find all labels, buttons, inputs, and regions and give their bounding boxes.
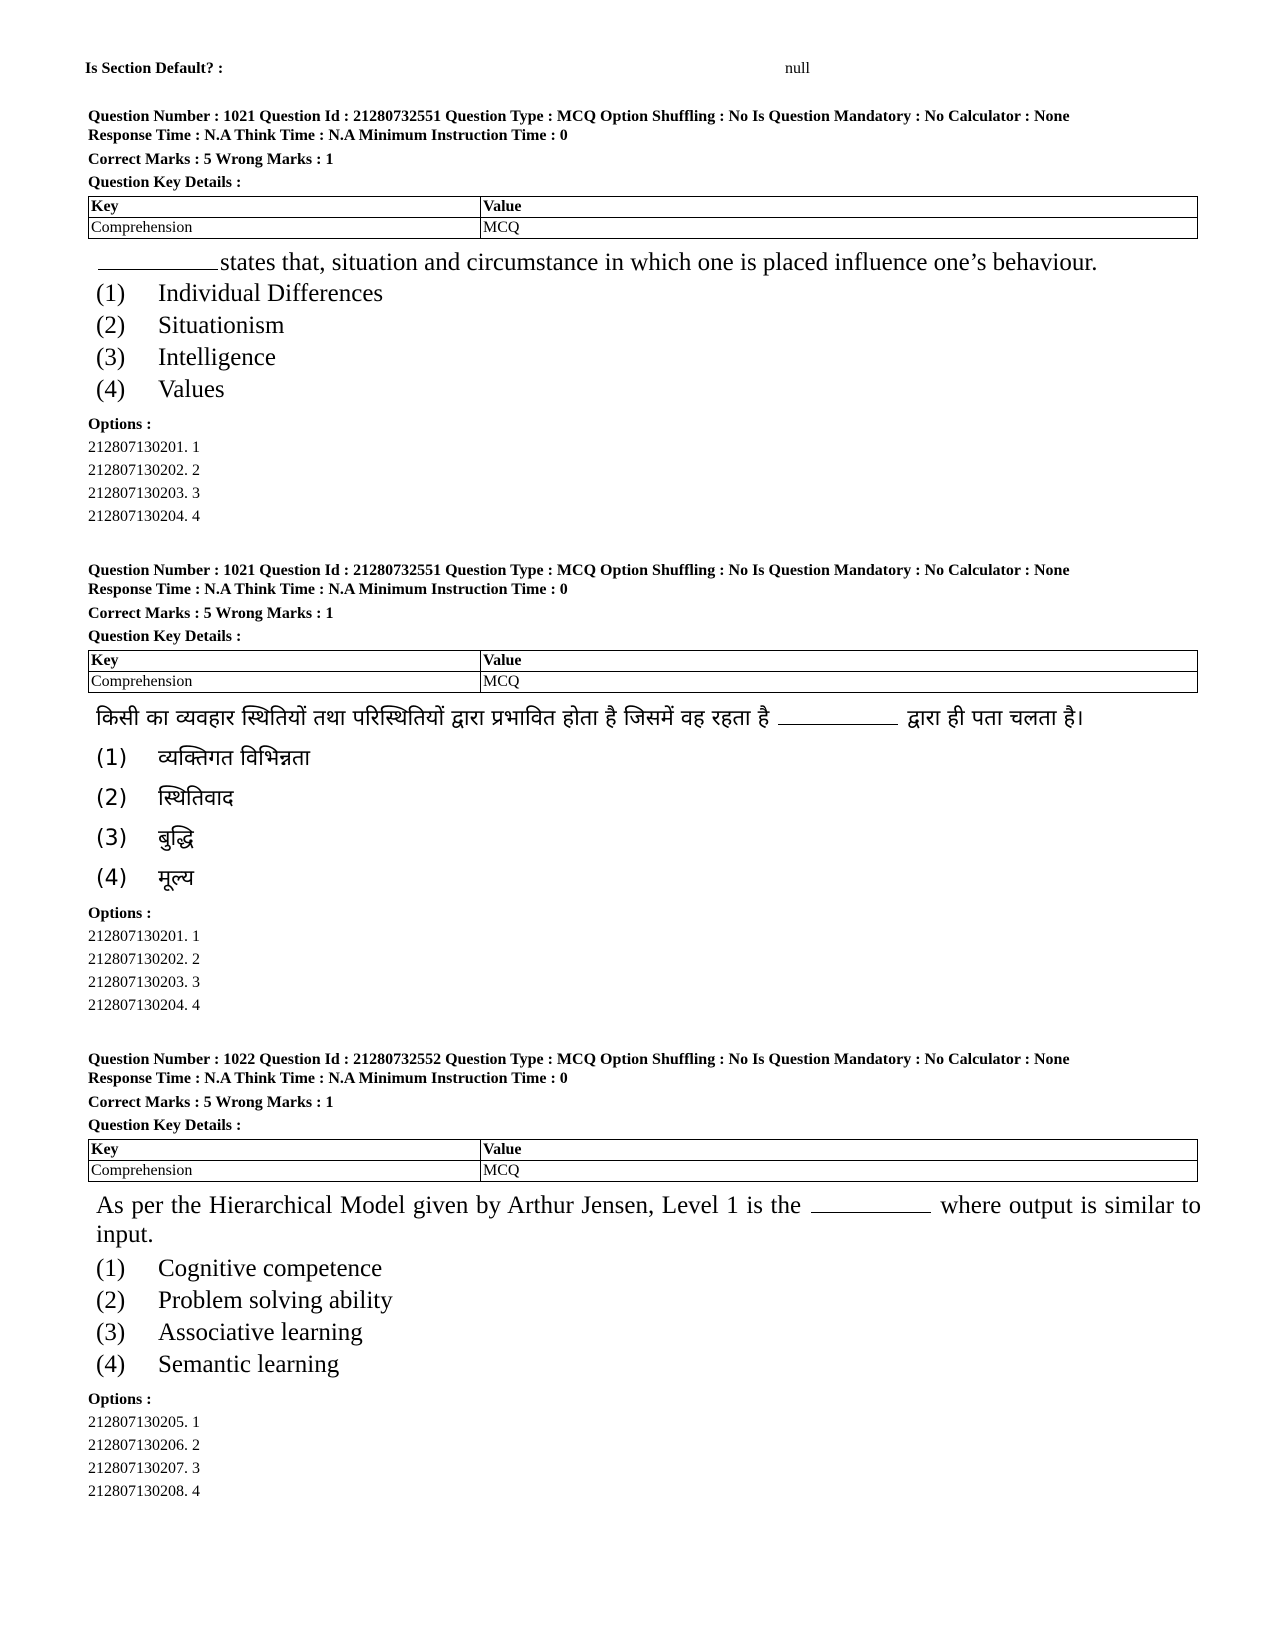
- option-id: 212807130201. 1: [88, 928, 200, 945]
- key-header: Key: [89, 1140, 481, 1161]
- question-meta-line-2: Response Time : N.A Think Time : N.A Minimum Instruction Time : 0: [88, 127, 568, 144]
- option-id: 212807130204. 4: [88, 508, 200, 525]
- choice-text: Associative learning: [158, 1319, 363, 1346]
- choice-text: Individual Differences: [158, 280, 384, 307]
- choice-number: (4): [96, 866, 128, 891]
- key-cell: Comprehension: [89, 672, 481, 693]
- choice-number: (2): [96, 312, 126, 339]
- option-id: 212807130207. 3: [88, 1460, 200, 1477]
- choice-2: [96, 310, 1198, 342]
- question-meta-line-1: Question Number : 1021 Question Id : 21280732551 Question Type : MCQ Option Shuffling : No Is Question Mandatory : No Calculator : None: [88, 108, 1070, 125]
- choice-1: [96, 739, 1198, 779]
- choice-4: [96, 1349, 1198, 1381]
- choice-1: [96, 278, 1198, 310]
- option-id: 212807130201. 1: [88, 439, 200, 456]
- question-meta-line-2: Response Time : N.A Think Time : N.A Minimum Instruction Time : 0: [88, 1070, 568, 1087]
- choice-3: [96, 1317, 1198, 1349]
- table-row: [89, 1161, 1198, 1182]
- choice-number: (4): [96, 1351, 126, 1378]
- choice-text: Intelligence: [158, 344, 276, 371]
- stem-text: states that, situation and circumstance in which one is placed influence one’s behaviour.: [220, 249, 1098, 276]
- value-header: Value: [481, 197, 1198, 218]
- value-header: Value: [481, 1140, 1198, 1161]
- section-default-row: [85, 60, 1185, 82]
- question-meta: [88, 107, 1198, 145]
- choice-number: (1): [96, 746, 128, 771]
- choice-number: (3): [96, 1319, 126, 1346]
- choice-text: Semantic learning: [158, 1351, 340, 1378]
- key-details-table: [88, 1139, 1198, 1182]
- section-default-value: null: [785, 60, 810, 77]
- question-stem: [96, 699, 1201, 739]
- stem-text-after: where output is similar to input.: [96, 1192, 1201, 1248]
- option-id: 212807130208. 4: [88, 1483, 200, 1500]
- table-header-row: [89, 1140, 1198, 1161]
- stem-text-before: As per the Hierarchical Model given by Arthur Jensen, Level 1 is the: [96, 1192, 802, 1219]
- key-details-label: Question Key Details :: [88, 628, 242, 645]
- fill-blank: [778, 702, 898, 725]
- marks-line: Correct Marks : 5 Wrong Marks : 1: [88, 151, 334, 168]
- stem-text-after: द्वारा ही पता चलता है।: [907, 706, 1084, 731]
- choice-3: [96, 819, 1198, 859]
- choice-4: [96, 859, 1198, 899]
- choice-text: Values: [158, 376, 225, 403]
- key-details-table: [88, 650, 1198, 693]
- key-header: Key: [89, 651, 481, 672]
- options-label: Options :: [88, 905, 152, 922]
- key-details-label: Question Key Details :: [88, 174, 242, 191]
- option-id: 212807130204. 4: [88, 997, 200, 1014]
- key-header: Key: [89, 197, 481, 218]
- question-meta-line-1: Question Number : 1021 Question Id : 21280732551 Question Type : MCQ Option Shuffling : No Is Question Mandatory : No Calculator : None: [88, 562, 1070, 579]
- choice-number: (1): [96, 1255, 126, 1282]
- option-id: 212807130202. 2: [88, 951, 200, 968]
- choice-text: व्यक्तिगत विभिन्नता: [158, 746, 311, 771]
- options-label: Options :: [88, 1391, 152, 1408]
- key-cell: Comprehension: [89, 1161, 481, 1182]
- choice-1: [96, 1253, 1198, 1285]
- section-default-label: Is Section Default? :: [85, 60, 224, 77]
- key-cell: Comprehension: [89, 218, 481, 239]
- question-meta: [88, 1050, 1198, 1088]
- value-cell: MCQ: [481, 1161, 1198, 1182]
- choice-number: (3): [96, 344, 126, 371]
- marks-line: Correct Marks : 5 Wrong Marks : 1: [88, 605, 334, 622]
- option-id: 212807130203. 3: [88, 485, 200, 502]
- choice-text: Problem solving ability: [158, 1287, 393, 1314]
- value-cell: MCQ: [481, 218, 1198, 239]
- choice-2: [96, 1285, 1198, 1317]
- stem-text-before: किसी का व्यवहार स्थितियों तथा परिस्थितियों द्वारा प्रभावित होता है जिसमें वह रहता है: [96, 706, 770, 731]
- choice-number: (1): [96, 280, 126, 307]
- question-meta-line-2: Response Time : N.A Think Time : N.A Minimum Instruction Time : 0: [88, 581, 568, 598]
- table-header-row: [89, 651, 1198, 672]
- key-details-label: Question Key Details :: [88, 1117, 242, 1134]
- option-id: 212807130206. 2: [88, 1437, 200, 1454]
- choice-number: (2): [96, 786, 128, 811]
- choice-4: [96, 374, 1198, 406]
- question-meta: [88, 561, 1198, 599]
- table-row: [89, 218, 1198, 239]
- option-id: 212807130205. 1: [88, 1414, 200, 1431]
- choice-number: (4): [96, 376, 126, 403]
- table-header-row: [89, 197, 1198, 218]
- value-header: Value: [481, 651, 1198, 672]
- option-id: 212807130202. 2: [88, 462, 200, 479]
- fill-blank: [98, 247, 218, 270]
- choice-number: (3): [96, 826, 128, 851]
- fill-blank: [811, 1190, 931, 1213]
- value-cell: MCQ: [481, 672, 1198, 693]
- choice-text: स्थितिवाद: [158, 786, 234, 811]
- options-label: Options :: [88, 416, 152, 433]
- choice-text: बुद्धि: [158, 826, 194, 851]
- choice-text: मूल्य: [158, 866, 194, 891]
- question-meta-line-1: Question Number : 1022 Question Id : 21280732552 Question Type : MCQ Option Shuffling : No Is Question Mandatory : No Calculator : None: [88, 1051, 1070, 1068]
- question-stem: [96, 1190, 1201, 1249]
- marks-line: Correct Marks : 5 Wrong Marks : 1: [88, 1094, 334, 1111]
- option-id: 212807130203. 3: [88, 974, 200, 991]
- key-details-table: [88, 196, 1198, 239]
- question-block-1: [88, 107, 1198, 528]
- question-stem: [96, 247, 1201, 278]
- choice-number: (2): [96, 1287, 126, 1314]
- question-block-2: [88, 561, 1198, 1017]
- question-block-3: [88, 1050, 1201, 1503]
- choice-2: [96, 779, 1198, 819]
- table-row: [89, 672, 1198, 693]
- choice-text: Cognitive competence: [158, 1255, 383, 1282]
- choice-3: [96, 342, 1198, 374]
- choice-text: Situationism: [158, 312, 285, 339]
